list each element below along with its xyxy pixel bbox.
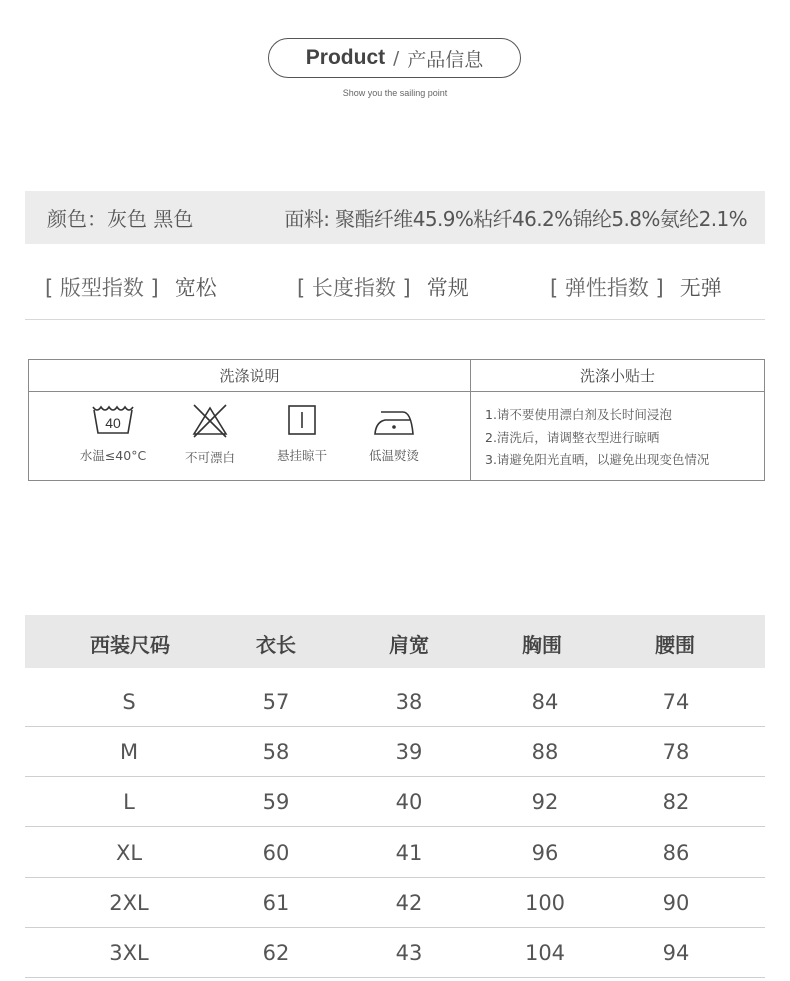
table-row <box>25 727 765 777</box>
cell-size: 3XL <box>109 941 149 965</box>
header-length: 衣长 <box>256 633 296 657</box>
care-label-iron: 低温熨烫 <box>368 448 419 463</box>
size-table-header <box>25 615 765 668</box>
cell-length: 59 <box>262 790 290 814</box>
cell-waist: 78 <box>662 740 690 764</box>
cell-waist: 74 <box>662 690 690 714</box>
section-title <box>268 38 521 78</box>
care-item-wash <box>68 404 158 464</box>
care-item-iron <box>349 404 439 464</box>
title-chinese: 产品信息 <box>407 48 484 71</box>
wash-temp-mark: 40 <box>105 415 121 431</box>
table-row <box>25 878 765 928</box>
cell-length: 60 <box>262 841 290 865</box>
elastic-index-key: [ 弹性指数 ] <box>550 276 664 300</box>
hang-dry-icon <box>287 404 317 436</box>
spec-bar <box>25 191 765 244</box>
cell-length: 61 <box>262 891 290 915</box>
title-english: Product <box>305 46 386 69</box>
cell-shoulder: 40 <box>395 790 423 814</box>
table-row <box>25 777 765 827</box>
care-label-bleach: 不可漂白 <box>184 450 235 465</box>
table-row <box>25 928 765 978</box>
care-icons <box>29 392 471 480</box>
index-row <box>25 262 765 320</box>
care-table <box>28 359 765 481</box>
fit-index-key: [ 版型指数 ] <box>45 276 159 300</box>
table-row <box>25 828 765 878</box>
header-chest: 胸围 <box>522 633 562 657</box>
low-iron-icon <box>373 404 415 436</box>
care-tip: 3.请避免阳光直晒，以避免出现变色情况 <box>485 452 710 467</box>
header-waist: 腰围 <box>655 633 695 657</box>
cell-waist: 82 <box>662 790 690 814</box>
cell-length: 62 <box>262 941 290 965</box>
care-instructions-title: 洗涤说明 <box>29 360 471 392</box>
cell-length: 58 <box>262 740 290 764</box>
cell-chest: 88 <box>531 740 559 764</box>
cell-size: M <box>119 740 139 764</box>
care-tip: 2.清洗后，请调整衣型进行晾晒 <box>485 429 660 445</box>
cell-shoulder: 38 <box>395 690 423 714</box>
care-tips <box>471 392 764 480</box>
cell-chest: 100 <box>524 891 566 915</box>
length-index <box>297 272 469 302</box>
cell-shoulder: 43 <box>395 941 423 965</box>
header-shoulder: 肩宽 <box>389 633 429 657</box>
cell-chest: 104 <box>524 941 566 965</box>
length-index-key: [ 长度指数 ] <box>297 276 411 300</box>
elastic-index <box>550 272 722 302</box>
cell-shoulder: 41 <box>395 841 423 865</box>
length-index-value: 常规 <box>426 276 469 300</box>
cell-size: S <box>122 690 136 714</box>
cell-waist: 86 <box>662 841 690 865</box>
care-item-bleach <box>165 404 255 466</box>
cell-chest: 96 <box>531 841 559 865</box>
cell-chest: 92 <box>531 790 559 814</box>
care-tips-title: 洗涤小贴士 <box>471 360 764 392</box>
cell-size: 2XL <box>109 891 149 915</box>
cell-shoulder: 39 <box>395 740 423 764</box>
care-label-wash: 水温≤40°C <box>79 448 147 463</box>
care-label-dry: 悬挂晾干 <box>276 448 327 463</box>
cell-size: L <box>123 790 135 814</box>
cell-waist: 94 <box>662 941 690 965</box>
elastic-index-value: 无弹 <box>679 276 722 300</box>
section-subtitle: Show you the sailing point <box>342 88 448 98</box>
title-separator: / <box>393 47 400 69</box>
cell-waist: 90 <box>662 891 690 915</box>
cell-length: 57 <box>262 690 290 714</box>
care-tip: 1.请不要使用漂白剂及长时间浸泡 <box>485 407 672 422</box>
care-item-dry <box>257 404 347 464</box>
table-row <box>25 677 765 727</box>
cell-chest: 84 <box>531 690 559 714</box>
color-spec: 颜色：灰色 黑色 <box>47 207 194 231</box>
fit-index-value: 宽松 <box>174 276 217 300</box>
wash-40-icon <box>91 404 135 436</box>
no-bleach-icon <box>190 404 230 438</box>
cell-size: XL <box>115 841 143 865</box>
cell-shoulder: 42 <box>395 891 423 915</box>
fabric-spec: 面料: 聚酯纤维45.9%粘纤46.2%锦纶5.8%氨纶2.1% <box>284 207 747 231</box>
header-size: 西装尺码 <box>90 633 170 657</box>
fit-index <box>45 272 217 302</box>
